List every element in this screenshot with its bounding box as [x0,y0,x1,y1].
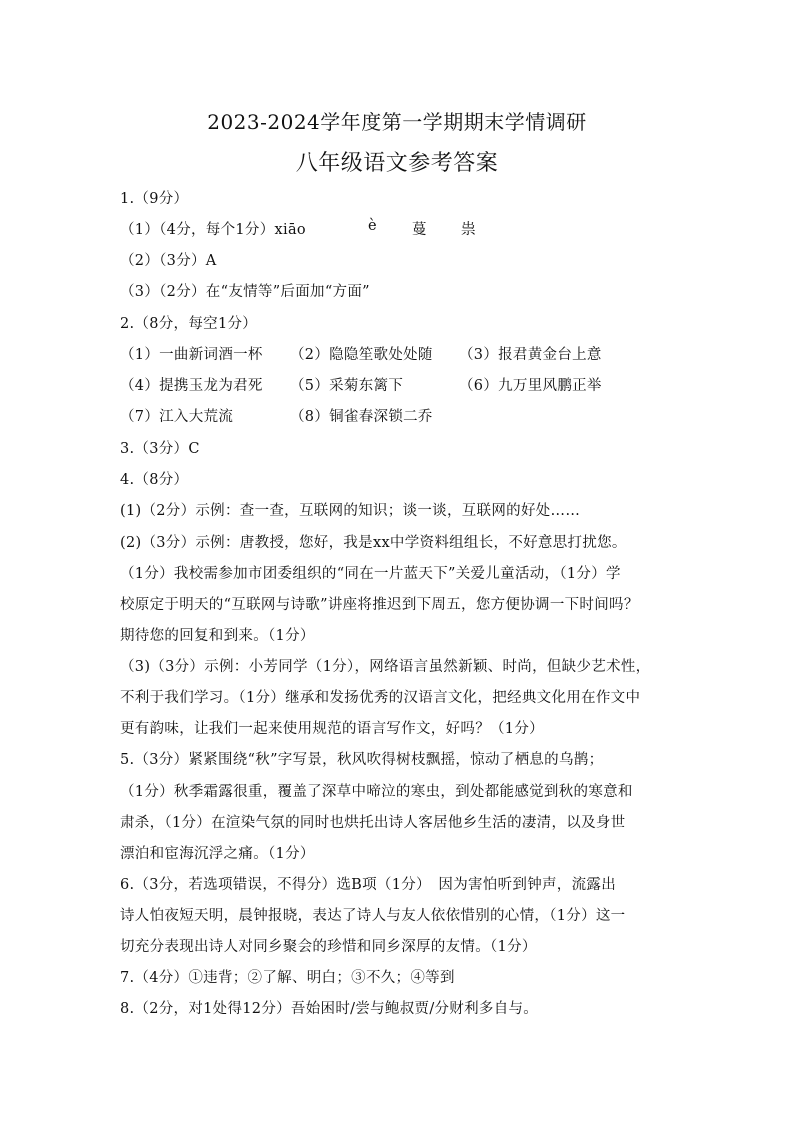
q4-line-2: (2)（3分）示例：唐教授，您好，我是xx中学资料组组长，不好意思打扰您。 [120,535,627,551]
q6-line-1: 6.（3分，若选项错误，不得分）选B项（1分） 因为害怕听到钟声，流露出 [120,877,616,893]
q5-line-1: 5.（3分）紧紧围绕“秋”字写景，秋风吹得树枝飘摇，惊动了栖息的乌鹊； [120,752,604,768]
q4-line-4: 校原定于明天的“互联网与诗歌”讲座将推迟到下周五，您方便协调一下时间吗？ [120,597,639,613]
q1-part3: （3）（2分）在“友情等”后面加“方面” [120,284,370,300]
q4-line-7: 不利于我们学习。（1分）继承和发扬优秀的汉语言文化，把经典文化用在作文中 [120,690,641,706]
q1-part1-answer-4: 祟 [461,222,476,238]
q3-answer: 3.（3分）C [120,441,200,457]
q1-part1-label: （1）（4分，每个1分）xiāo [120,222,306,238]
q2-item-5: （5）采菊东篱下 [290,378,404,394]
q7-answer: 7.（4分）①违背；②了解、明白；③不久；④等到 [120,970,455,986]
q6-line-2: 诗人怕夜短天明，晨钟报晓，表达了诗人与友人依依惜别的心情，（1分）这一 [120,908,626,924]
q2-item-4: （4）提携玉龙为君死 [120,378,263,394]
q1-part2: （2）（3分）A [120,253,217,269]
q4-line-5: 期待您的回复和到来。（1分） [120,628,315,644]
q2-heading: 2.（8分，每空1分） [120,316,258,332]
page-title: 2023-2024学年度第一学期期末学情调研 [207,110,587,134]
q1-heading: 1.（9分） [120,191,189,207]
q5-line-3: 肃杀，（1分）在渲染气氛的同时也烘托出诗人客居他乡生活的凄清，以及身世 [120,815,626,831]
q2-item-1: （1）一曲新词酒一杯 [120,347,263,363]
q4-line-8: 更有韵味，让我们一起来使用规范的语言写作文，好吗？（1分） [120,721,544,737]
q8-answer: 8.（2分，对1处得12分）吾始困时/尝与鲍叔贾/分财利多自与。 [120,1001,539,1017]
q5-line-4: 漂泊和宦海沉浮之痛。（1分） [120,846,315,862]
q4-line-6: （3)（3分）示例：小芳同学（1分），网络语言虽然新颖、时尚，但缺少艺术性， [120,659,651,675]
q6-line-3: 切充分表现出诗人对同乡聚会的珍惜和同乡深厚的友情。（1分） [120,939,537,955]
q2-item-7: （7）江入大荒流 [120,409,234,425]
q4-line-3: （1分）我校需参加市团委组织的“同在一片蓝天下”关爱儿童活动，（1分）学 [120,566,621,582]
q4-heading: 4.（8分） [120,472,189,488]
q2-item-6: （6）九万里风鹏正举 [459,378,602,394]
q5-line-2: （1分）秋季霜露很重，覆盖了深草中啼泣的寒虫，到处都能感觉到秋的寒意和 [120,784,633,800]
q2-item-2: （2）隐隐笙歌处处随 [290,347,433,363]
q2-item-3: （3）报君黄金台上意 [459,347,602,363]
q2-item-8: （8）铜雀春深锁二乔 [290,409,433,425]
page-subtitle: 八年级语文参考答案 [295,151,499,176]
q1-part1-answer-2: è [368,218,377,234]
q1-part1-answer-3: 蔓 [412,222,427,238]
q4-line-1: (1)（2分）示例：查一查，互联网的知识；谈一谈，互联网的好处…… [120,503,581,519]
